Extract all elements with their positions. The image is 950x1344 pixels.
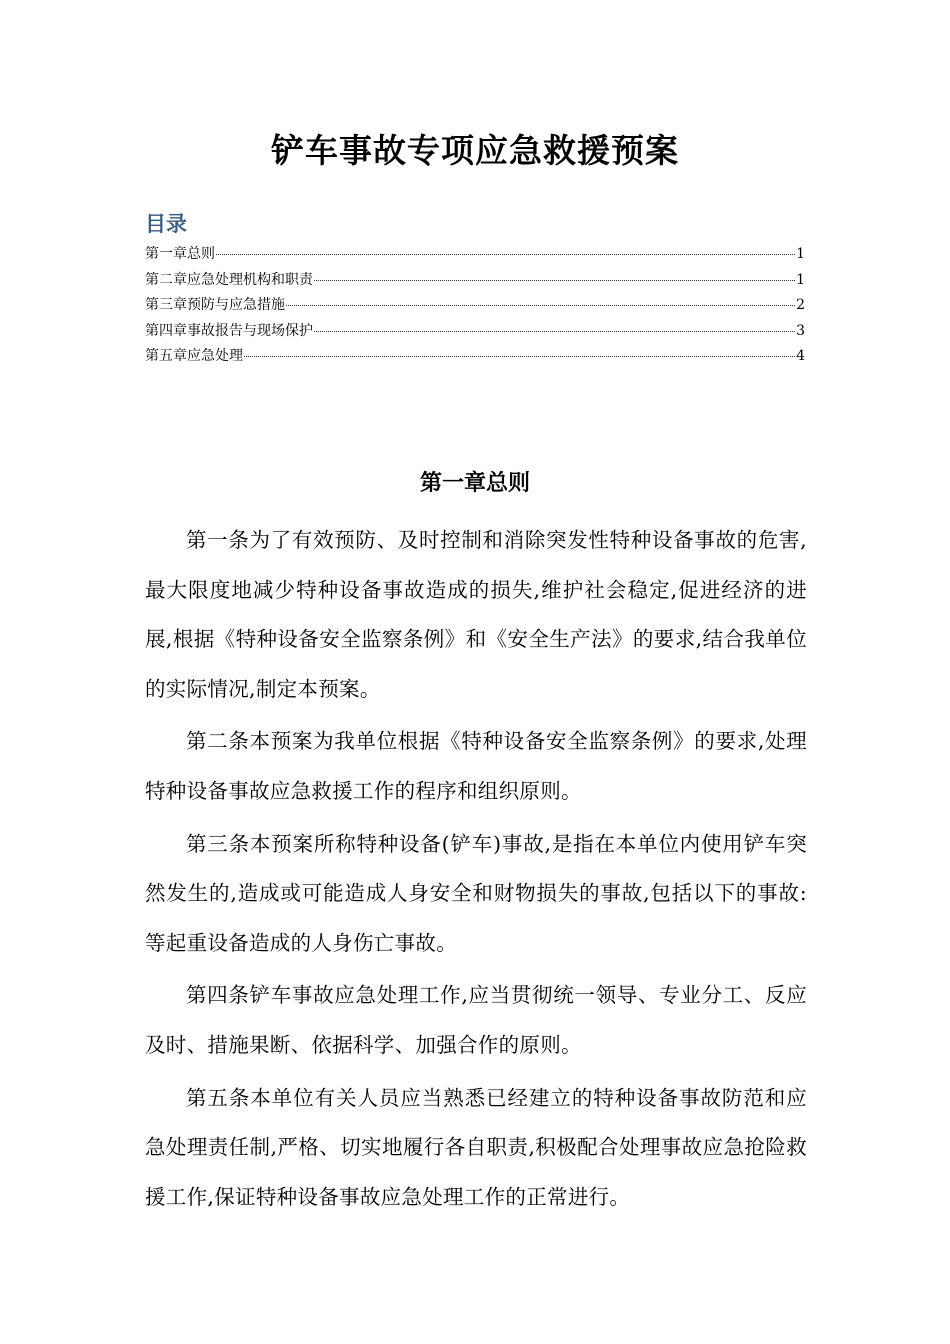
toc-entry-page: 4 xyxy=(796,348,805,365)
chapter-title: 第一章总则 xyxy=(419,470,530,496)
toc-dot-leader xyxy=(314,331,795,332)
toc-entry-chapter-4[interactable] xyxy=(145,319,805,345)
toc-entry-chapter-5[interactable] xyxy=(145,344,805,370)
toc-entry-page: 1 xyxy=(796,271,805,288)
toc-dot-leader xyxy=(244,356,795,357)
article-2-paragraph: 第二条本预案为我单位根据《特种设备安全监察条例》的要求,处理特种设备事故应急救援工作的程序和组织原则。 xyxy=(145,729,807,803)
document-title: 铲车事故专项应急救援预案 xyxy=(271,131,679,170)
toc-entry-page: 1 xyxy=(796,246,805,262)
toc-entry-chapter-2[interactable] xyxy=(145,268,805,294)
toc-entry-label: 第四章事故报告与现场保护 xyxy=(145,322,313,339)
toc-heading: 目录 xyxy=(145,212,187,236)
chapter-body xyxy=(145,516,807,1225)
article-4-paragraph: 第四条铲车事故应急处理工作,应当贯彻统一领导、专业分工、反应及时、措施果断、依据科学、加强合作的原则。 xyxy=(145,983,807,1057)
toc-entry-page: 3 xyxy=(796,322,805,339)
toc-entry-label: 第五章应急处理 xyxy=(145,348,243,365)
toc-entry-chapter-1[interactable] xyxy=(145,242,805,268)
article-5-paragraph: 第五条本单位有关人员应当熟悉已经建立的特种设备事故防范和应急处理责任制,严格、切实地履行各自职责,积极配合处理事故应急抢险救援工作,保证特种设备事故应急处理工作的正常进行。 xyxy=(145,1085,807,1209)
toc-entry-label: 第三章预防与应急措施 xyxy=(145,297,285,314)
table-of-contents xyxy=(145,242,805,370)
article-1-paragraph: 第一条为了有效预防、及时控制和消除突发性特种设备事故的危害,最大限度地减少特种设备事故造成的损失,维护社会稳定,促进经济的进展,根据《特种设备安全监察条例》和《安全生产法》的要求,结合我单位的实际情况,制定本预案。 xyxy=(145,528,807,701)
toc-dot-leader xyxy=(286,305,795,306)
toc-dot-leader xyxy=(216,254,795,255)
toc-entry-label: 第一章总则 xyxy=(145,246,215,262)
toc-dot-leader xyxy=(314,280,795,281)
toc-entry-page: 2 xyxy=(796,297,805,314)
toc-entry-label: 第二章应急处理机构和职责 xyxy=(145,271,313,288)
article-3-paragraph: 第三条本预案所称特种设备(铲车)事故,是指在本单位内使用铲车突然发生的,造成或可能造成人身安全和财物损失的事故,包括以下的事故:等起重设备造成的人身伤亡事故。 xyxy=(145,831,807,955)
toc-entry-chapter-3[interactable] xyxy=(145,293,805,319)
